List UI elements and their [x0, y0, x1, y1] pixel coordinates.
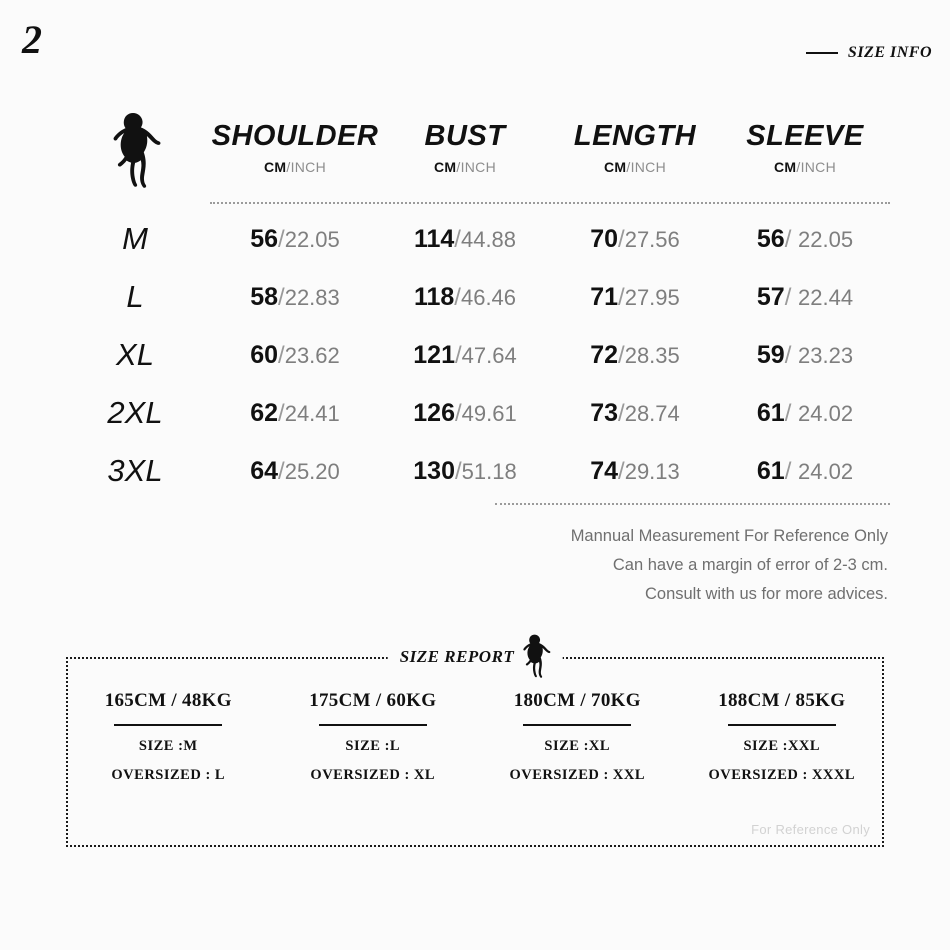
cell-bust: [380, 326, 550, 384]
value-inch: 51.18: [461, 458, 517, 484]
measurement-value: [590, 458, 680, 485]
cell-sleeve: [720, 326, 890, 384]
measurement-value: [590, 400, 680, 427]
row-size-label: M: [122, 221, 148, 256]
value-inch: 22.05: [798, 226, 854, 252]
cell-shoulder: [210, 210, 380, 268]
unit-cm: CM: [434, 158, 457, 175]
unit-cm: CM: [774, 158, 797, 175]
unit-inch: INCH: [290, 158, 326, 175]
header-rule-decoration: [806, 52, 838, 54]
cell-bust: [380, 442, 550, 500]
value-cm: 72: [590, 340, 619, 369]
entry-rule: [114, 724, 222, 726]
note-line-3: Consult with us for more advices.: [644, 584, 888, 603]
size-table-wrapper: [60, 100, 890, 500]
value-inch: 22.83: [284, 284, 340, 310]
value-cm: 130: [413, 456, 455, 485]
value-cm: 71: [590, 282, 619, 311]
size-table: [60, 100, 890, 500]
value-separator: /: [618, 399, 625, 427]
body-measure: 180CM / 70KG: [513, 690, 641, 711]
value-cm: 73: [590, 398, 619, 427]
cell-shoulder: [210, 384, 380, 442]
cell-shoulder: [210, 326, 380, 384]
body-measure: 165CM / 48KG: [104, 690, 232, 711]
table-header-row: [60, 100, 890, 196]
page-title: SIZE INFO: [847, 44, 932, 61]
value-separator: /: [618, 457, 625, 485]
value-separator: /: [278, 399, 285, 427]
unit-inch: INCH: [800, 158, 836, 175]
value-cm: 57: [756, 282, 785, 311]
measurement-value: [413, 400, 516, 427]
page-number: 2: [22, 17, 42, 62]
measurement-value: [590, 342, 680, 369]
unit-inch: INCH: [630, 158, 666, 175]
value-cm: 118: [413, 282, 455, 311]
value-inch: 29.13: [624, 458, 680, 484]
column-header-length: [550, 100, 720, 196]
column-header-bust: [380, 100, 550, 196]
cell-length: [550, 210, 720, 268]
value-inch: 23.62: [284, 342, 340, 368]
column-header-sleeve: [720, 100, 890, 196]
value-inch: 27.56: [624, 226, 680, 252]
measurement-value: [414, 284, 516, 311]
recommended-size: SIZE :XXL: [743, 738, 821, 754]
value-inch: 27.95: [624, 284, 680, 310]
header-right: [806, 44, 932, 62]
table-row: [60, 326, 890, 384]
oversized-size: OVERSIZED : XXXL: [708, 767, 856, 783]
value-separator: /: [784, 225, 799, 253]
entry-rule: [319, 724, 427, 726]
size-report-entry: [66, 690, 271, 784]
table-row: [60, 384, 890, 442]
unit-separator: /: [796, 158, 801, 175]
value-cm: 126: [413, 398, 455, 427]
column-title: SLEEVE: [746, 120, 864, 153]
note-line-2: Can have a margin of error of 2-3 cm.: [612, 555, 888, 574]
value-cm: 60: [250, 340, 279, 369]
measurement-value: [757, 400, 853, 427]
value-separator: /: [454, 399, 462, 427]
value-inch: 46.46: [460, 284, 517, 310]
value-separator: /: [278, 341, 285, 369]
cell-bust: [380, 210, 550, 268]
note-divider: [495, 503, 890, 505]
value-separator: /: [618, 341, 625, 369]
value-cm: 74: [590, 456, 619, 485]
cell-sleeve: [720, 268, 890, 326]
brand-mark-cell: [60, 100, 210, 196]
row-size-label: 2XL: [107, 395, 163, 430]
size-report-entry: [680, 690, 885, 784]
row-size-label: L: [126, 279, 144, 314]
header-divider-row: [60, 196, 890, 210]
value-cm: 121: [413, 340, 455, 369]
value-cm: 61: [756, 456, 785, 485]
table-row: [60, 268, 890, 326]
value-separator: /: [784, 341, 799, 369]
measurement-value: [757, 226, 853, 253]
value-inch: 22.05: [284, 226, 340, 252]
cell-bust: [380, 384, 550, 442]
value-inch: 23.23: [798, 342, 854, 368]
divider-spacer: [60, 196, 210, 210]
value-inch: 24.02: [798, 458, 854, 484]
entry-rule: [523, 724, 631, 726]
walking-ape-icon: [520, 633, 550, 679]
table-row: [60, 442, 890, 500]
unit-cm: CM: [264, 158, 287, 175]
oversized-size: OVERSIZED : L: [111, 767, 226, 783]
value-cm: 56: [756, 224, 785, 253]
value-cm: 62: [250, 398, 279, 427]
recommended-size: SIZE :XL: [544, 738, 611, 754]
column-unit: [720, 159, 890, 175]
value-inch: 28.35: [624, 342, 680, 368]
cell-length: [550, 442, 720, 500]
value-separator: /: [784, 283, 799, 311]
table-row: [60, 210, 890, 268]
measurement-value: [250, 284, 340, 311]
measurement-value: [757, 458, 853, 485]
value-cm: 61: [756, 398, 785, 427]
note-line-1: Mannual Measurement For Reference Only: [570, 527, 888, 545]
unit-separator: /: [456, 158, 461, 175]
oversized-size: OVERSIZED : XXL: [509, 767, 646, 783]
value-inch: 24.41: [284, 400, 340, 426]
unit-separator: /: [626, 158, 631, 175]
measurement-note: [468, 522, 888, 609]
value-cm: 59: [756, 340, 785, 369]
row-size-label: 3XL: [107, 453, 163, 488]
value-cm: 114: [413, 224, 455, 253]
size-report-entry: [475, 690, 680, 784]
value-separator: /: [278, 225, 285, 253]
value-cm: 58: [250, 282, 279, 311]
measurement-value: [414, 226, 516, 253]
value-separator: /: [784, 457, 799, 485]
value-cm: 70: [590, 224, 619, 253]
measurement-value: [413, 342, 516, 369]
column-unit: [380, 159, 550, 175]
header-divider: [210, 196, 890, 210]
value-inch: 25.20: [284, 458, 340, 484]
row-size-label: XL: [116, 337, 154, 372]
measurement-value: [413, 458, 516, 485]
oversized-size: OVERSIZED : XL: [310, 767, 436, 783]
measurement-value: [250, 458, 340, 485]
column-unit: [210, 159, 380, 175]
value-cm: 64: [250, 456, 279, 485]
cell-sleeve: [720, 210, 890, 268]
value-inch: 22.44: [798, 284, 854, 310]
cell-shoulder: [210, 268, 380, 326]
cell-sleeve: [720, 384, 890, 442]
cell-bust: [380, 268, 550, 326]
value-cm: 56: [250, 224, 279, 253]
value-inch: 49.61: [461, 400, 517, 426]
size-report-title: SIZE REPORT: [399, 647, 515, 666]
recommended-size: SIZE :L: [345, 738, 401, 754]
measurement-value: [250, 342, 340, 369]
value-separator: /: [278, 283, 285, 311]
value-separator: /: [454, 457, 462, 485]
measurement-value: [250, 400, 340, 427]
measurement-value: [250, 226, 340, 253]
watermark-text: For Reference Only: [751, 822, 870, 837]
value-inch: 24.02: [798, 400, 854, 426]
measurement-value: [590, 284, 680, 311]
value-inch: 47.64: [461, 342, 517, 368]
recommended-size: SIZE :M: [138, 738, 198, 754]
size-report-title-group: [388, 633, 563, 681]
value-separator: /: [454, 283, 461, 311]
body-measure: 175CM / 60KG: [309, 690, 437, 711]
unit-cm: CM: [604, 158, 627, 175]
value-separator: /: [278, 457, 285, 485]
unit-separator: /: [286, 158, 291, 175]
body-measure: 188CM / 85KG: [718, 690, 846, 711]
cell-length: [550, 384, 720, 442]
measurement-value: [590, 226, 680, 253]
column-header-shoulder: [210, 100, 380, 196]
cell-length: [550, 326, 720, 384]
column-title: BUST: [424, 120, 506, 153]
cell-length: [550, 268, 720, 326]
column-unit: [550, 159, 720, 175]
column-title: SHOULDER: [211, 120, 379, 153]
dotted-rule: [210, 202, 890, 204]
size-report-columns: [66, 690, 884, 784]
entry-rule: [728, 724, 836, 726]
column-title: LENGTH: [573, 120, 697, 153]
measurement-value: [757, 284, 853, 311]
value-separator: /: [454, 341, 462, 369]
value-separator: /: [454, 225, 461, 253]
value-inch: 44.88: [460, 226, 517, 252]
value-separator: /: [618, 225, 625, 253]
value-inch: 28.74: [624, 400, 680, 426]
cell-sleeve: [720, 442, 890, 500]
value-separator: /: [618, 283, 625, 311]
measurement-value: [757, 342, 853, 369]
walking-ape-icon: [109, 111, 161, 189]
value-separator: /: [784, 399, 799, 427]
cell-shoulder: [210, 442, 380, 500]
size-report-entry: [271, 690, 476, 784]
unit-inch: INCH: [460, 158, 496, 175]
